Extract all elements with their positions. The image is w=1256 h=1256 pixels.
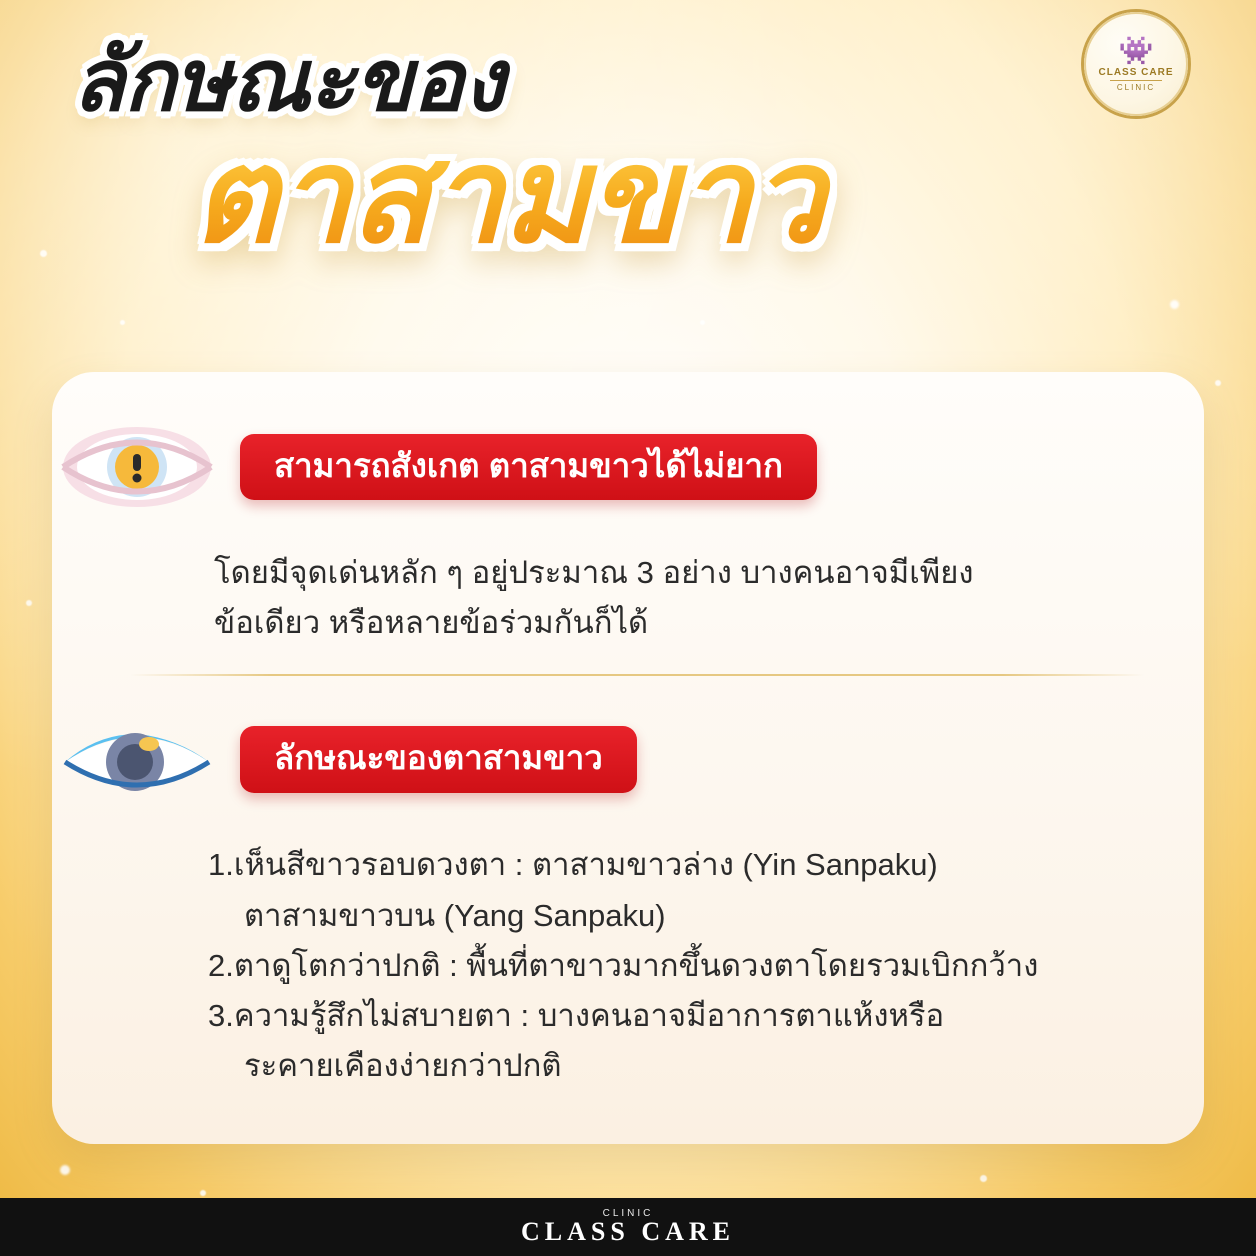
sparkle-decoration [120, 320, 125, 325]
logo-line2: CLINIC [1116, 82, 1156, 92]
section1-body-line-2: ข้อเดียว หรือหลายข้อร่วมกันก็ได้ [214, 605, 649, 641]
list-item: 1.เห็นสีขาวรอบดวงตา : ตาสามขาวล่าง (Yin Sanpaku) [208, 847, 938, 883]
section1-header [52, 412, 1204, 522]
section1-badge: สามารถสังเกต ตาสามขาวได้ไม่ยาก [240, 434, 817, 500]
headline-line-2: ตาสามขาว [192, 130, 1132, 262]
sparkle-decoration [700, 320, 705, 325]
section2-badge: ลักษณะของตาสามขาว [240, 726, 637, 792]
section1-body [52, 548, 1204, 648]
list-item-continuation: ระคายเคืองง่ายกว่าปกติ [244, 1048, 562, 1084]
headline-line-1: ลักษณะของ [72, 33, 504, 129]
footer-subtitle: CLINIC [602, 1207, 654, 1219]
sparkle-decoration [200, 1190, 206, 1196]
content-card [52, 372, 1204, 1144]
sparkle-decoration [60, 1165, 70, 1175]
section-observation [52, 372, 1204, 648]
sparkle-decoration [26, 600, 32, 606]
sparkle-decoration [1170, 300, 1179, 309]
eye-alert-icon [52, 412, 222, 522]
page-title [72, 33, 1132, 269]
characteristics-list [52, 840, 1204, 1091]
sparkle-decoration [1215, 380, 1221, 386]
list-item-continuation: ตาสามขาวบน (Yang Sanpaku) [244, 897, 666, 933]
lion-crest-icon: 👾 [1118, 34, 1154, 66]
eye-blue-icon [52, 704, 222, 814]
sparkle-decoration [980, 1175, 987, 1182]
list-item: 3.ความรู้สึกไม่สบายตา : บางคนอาจมีอาการตาแห้งหรือ [208, 998, 945, 1034]
sparkle-decoration [40, 250, 47, 257]
section-characteristics [52, 676, 1204, 1091]
footer-bar [0, 1198, 1256, 1256]
footer-brand: CLASS CARE [521, 1216, 735, 1246]
section1-body-line-1: โดยมีจุดเด่นหลัก ๆ อยู่ประมาณ 3 อย่าง บางคนอาจมีเพียง [214, 555, 974, 590]
list-item: 2.ตาดูโตกว่าปกติ : พื้นที่ตาขาวมากขึ้นดวงตาโดยรวมเบิกกว้าง [208, 947, 1039, 983]
logo-line1: CLASS CARE [1098, 66, 1174, 78]
section2-header [52, 704, 1204, 814]
